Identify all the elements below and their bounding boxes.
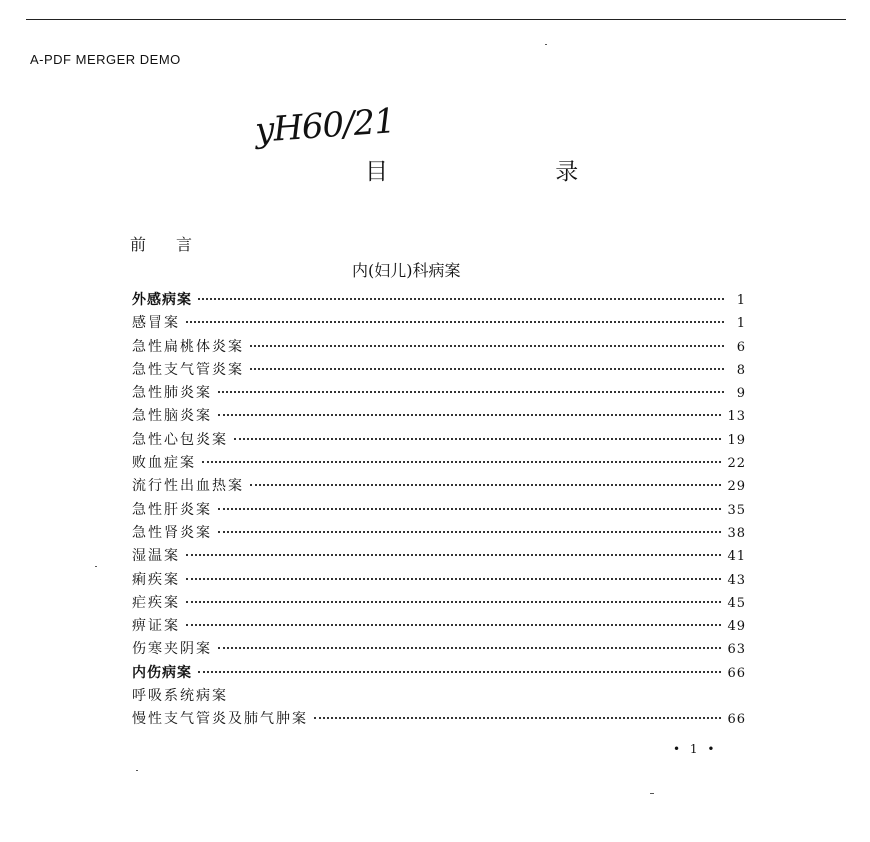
toc-entry-page: 49 xyxy=(727,619,746,635)
toc-entry-page: 41 xyxy=(727,549,746,565)
toc-entry-title: 流行性出血热案 xyxy=(132,478,244,495)
page-title: 目 录 xyxy=(365,159,659,185)
toc-entry xyxy=(132,336,746,359)
toc-leader-dots xyxy=(198,671,721,673)
toc-entry-title: 感冒案 xyxy=(132,315,180,332)
toc-entry-title: 慢性支气管炎及肺气肿案 xyxy=(132,711,308,728)
toc-entry-title: 急性肺炎案 xyxy=(132,385,212,402)
toc-leader-dots xyxy=(186,578,721,580)
toc-leader-dots xyxy=(186,624,721,626)
toc-leader-dots xyxy=(202,461,721,463)
toc-entry-title: 内伤病案 xyxy=(132,664,192,681)
scan-speck xyxy=(545,44,547,45)
toc-leader-dots xyxy=(186,321,724,323)
toc-entry-page: 29 xyxy=(727,479,746,495)
table-of-contents xyxy=(132,289,746,732)
toc-leader-dots xyxy=(186,554,721,556)
toc-entry xyxy=(132,475,746,498)
toc-entry xyxy=(132,615,746,638)
toc-entry xyxy=(132,638,746,661)
toc-entry-page: 8 xyxy=(736,362,746,378)
toc-leader-dots xyxy=(218,531,721,533)
toc-entry-title: 急性支气管炎案 xyxy=(132,361,244,378)
toc-entry xyxy=(132,708,746,731)
toc-entry-title: 外感病案 xyxy=(132,292,192,308)
watermark: A-PDF MERGER DEMO xyxy=(30,52,181,67)
toc-entry xyxy=(132,429,746,452)
toc-leader-dots xyxy=(218,414,721,416)
toc-entry xyxy=(132,685,746,708)
toc-entry-title: 急性肝炎案 xyxy=(132,501,212,518)
toc-leader-dots xyxy=(250,484,721,486)
toc-entry xyxy=(132,545,746,568)
toc-entry-page: 45 xyxy=(727,595,746,611)
toc-entry-page: 38 xyxy=(727,525,746,541)
toc-entry-title: 湿温案 xyxy=(132,548,180,565)
preface-heading: 前言 xyxy=(130,235,223,254)
toc-entry-title: 痢疾案 xyxy=(132,571,180,588)
toc-entry xyxy=(132,382,746,405)
page-number: • 1 • xyxy=(673,742,718,756)
scan-speck xyxy=(650,793,654,794)
toc-entry-title: 急性扁桃体炎案 xyxy=(132,338,244,355)
toc-entry-page: 1 xyxy=(736,293,746,308)
toc-entry-page: 13 xyxy=(727,409,746,425)
toc-entry-title: 伤寒夹阴案 xyxy=(132,641,212,658)
toc-entry-page: 1 xyxy=(736,316,746,332)
toc-entry xyxy=(132,452,746,475)
toc-entry xyxy=(132,289,746,312)
section-title: 内(妇儿)科病案 xyxy=(352,261,461,280)
toc-leader-dots xyxy=(198,298,724,300)
toc-leader-dots xyxy=(218,391,724,393)
toc-entry xyxy=(132,522,746,545)
toc-entry xyxy=(132,405,746,428)
toc-entry-page: 19 xyxy=(727,432,746,448)
toc-entry-page: 22 xyxy=(727,456,746,472)
toc-leader-dots xyxy=(218,508,721,510)
toc-entry-page: 63 xyxy=(727,642,746,658)
toc-entry-page: 35 xyxy=(727,502,746,518)
toc-entry-page: 6 xyxy=(736,339,746,355)
top-rule xyxy=(26,19,846,20)
toc-entry xyxy=(132,592,746,615)
toc-entry-title: 呼吸系统病案 xyxy=(132,688,228,705)
toc-entry-page: 66 xyxy=(727,712,746,728)
toc-entry xyxy=(132,662,746,685)
toc-entry-page: 66 xyxy=(727,665,746,681)
toc-entry-title: 疟疾案 xyxy=(132,594,180,611)
toc-leader-dots xyxy=(218,647,721,649)
handwritten-note: yH60/21 xyxy=(253,101,397,151)
toc-entry-page: 43 xyxy=(727,572,746,588)
toc-entry-title: 急性脑炎案 xyxy=(132,408,212,425)
toc-leader-dots xyxy=(250,368,724,370)
toc-entry xyxy=(132,499,746,522)
toc-leader-dots xyxy=(314,717,721,719)
toc-entry-title: 败血症案 xyxy=(132,455,196,472)
toc-leader-dots xyxy=(250,345,724,347)
toc-entry-title: 急性肾炎案 xyxy=(132,524,212,541)
scan-speck xyxy=(136,770,138,771)
toc-entry xyxy=(132,569,746,592)
toc-entry xyxy=(132,312,746,335)
toc-leader-dots xyxy=(186,601,721,603)
scan-speck xyxy=(95,566,97,567)
toc-leader-dots xyxy=(234,438,721,440)
toc-entry-title: 痹证案 xyxy=(132,618,180,635)
toc-entry xyxy=(132,359,746,382)
toc-entry-title: 急性心包炎案 xyxy=(132,431,228,448)
toc-entry-page: 9 xyxy=(736,386,746,402)
